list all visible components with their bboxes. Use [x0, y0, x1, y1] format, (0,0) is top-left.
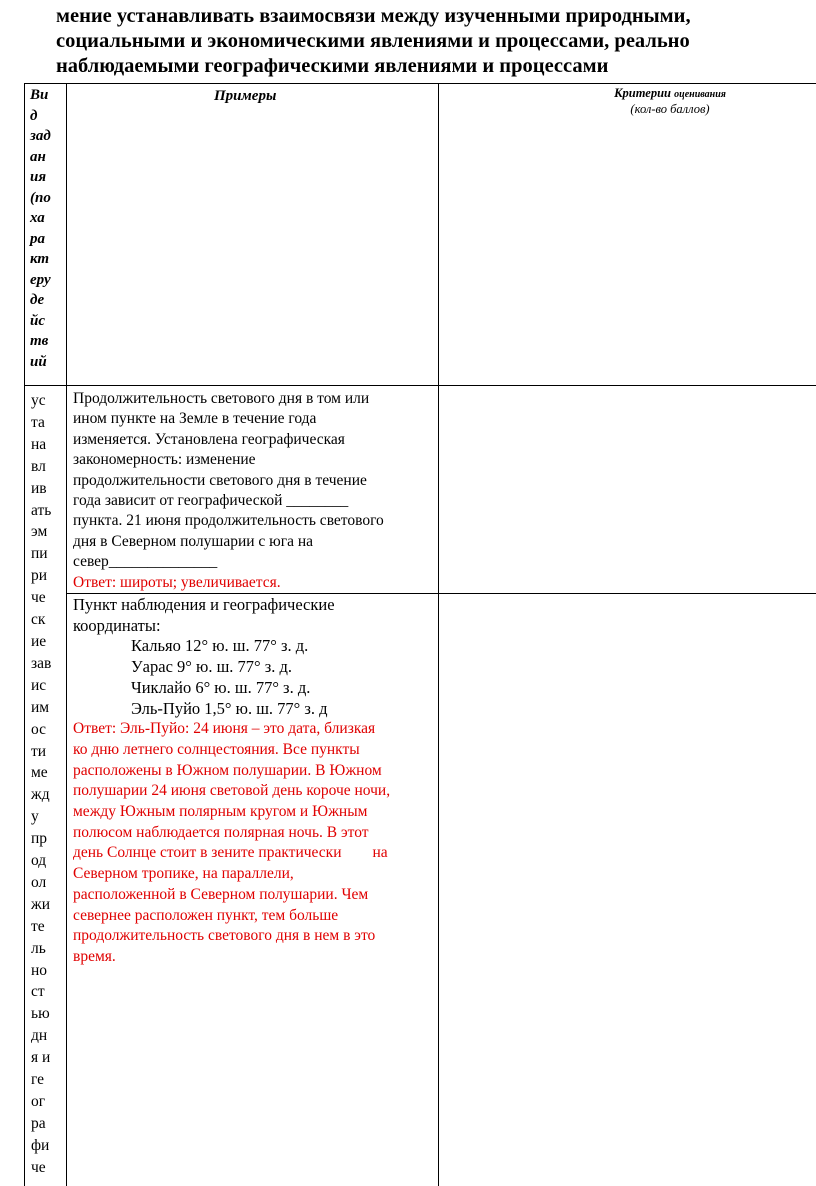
col1-body-line: ос — [31, 720, 47, 738]
example-2-answer-line: расположенной в Северном полушарии. Чем — [73, 885, 369, 903]
col1-body-line: ме — [31, 764, 48, 782]
col1-body-line: те — [31, 917, 45, 935]
table-col-divider-1 — [66, 83, 67, 1186]
col1-header-line: ра — [30, 230, 45, 247]
example-1-line: дня в Северном полушарии с юга на — [73, 532, 314, 550]
example-2-intro-line: координаты: — [73, 615, 161, 635]
col1-header-line: кт — [30, 251, 50, 267]
col1-header-line: (по — [30, 189, 51, 206]
example-2-answer-line: расположены в Южном полушарии. В Южном — [73, 761, 382, 779]
example-cell-2 — [73, 595, 443, 968]
col2-header: Примеры — [214, 88, 277, 104]
col1-body-line: я и — [31, 1049, 51, 1067]
col1-body-line: ге — [31, 1071, 45, 1089]
table-row-divider-1 — [24, 385, 816, 386]
col1-body-line: ол — [31, 873, 47, 891]
col1-header-line: д — [30, 107, 38, 124]
col3-header — [545, 86, 795, 117]
example-2-answer-line: время. — [73, 947, 116, 965]
example-1-line: Продолжительность светового дня в том или — [73, 390, 370, 407]
col1-body-line: дн — [31, 1027, 48, 1045]
col1-header-line: де — [30, 292, 45, 308]
example-1-line: ином пункте на Земле в течение года — [73, 410, 317, 428]
col1-body-line: ие — [31, 632, 47, 650]
col1-body-line: пр — [31, 830, 48, 848]
example-2-answer-line: Ответ: Эль-Пуйо: 24 июня – это дата, близкая — [73, 720, 376, 738]
col1-header-line: тв — [30, 333, 49, 349]
example-1-line: изменяется. Установлена географическая — [73, 430, 345, 448]
observation-point: Эль-Пуйо 1,5° ю. ш. 77° з. д — [131, 698, 328, 718]
col1-body-line: ра — [31, 1114, 46, 1132]
col1-body — [31, 390, 65, 1179]
col1-body-line: ать — [31, 501, 52, 519]
table-row-divider-2 — [66, 593, 816, 594]
example-2-answer-line: день Солнце стоит в зените практически на — [73, 844, 388, 862]
example-2-answer-line: Северном тропике, на параллели, — [73, 865, 294, 883]
table-border-left — [24, 83, 25, 1186]
col3-header-word1: Критерии — [614, 86, 672, 100]
col1-header-line: Ви — [30, 87, 49, 103]
col1-header-line: ия — [30, 169, 47, 185]
observation-point: Чиклайо 6° ю. ш. 77° з. д. — [131, 677, 311, 697]
col1-body-line: зав — [31, 654, 52, 672]
heading-line-3: наблюдаемыми географическими явлениями и процессами — [56, 55, 609, 77]
observation-point: Уарас 9° ю. ш. 77° з. д. — [131, 657, 293, 677]
example-1-line: север______________ — [73, 553, 218, 571]
col1-header-line: зад — [30, 128, 51, 144]
col1-body-line: ст — [31, 983, 45, 1001]
col1-body-line: ус — [31, 392, 46, 409]
col1-body-line: вл — [31, 457, 46, 475]
col1-body-line: че — [31, 1158, 46, 1176]
example-2-answer-line: ко дню летнего солнцестояния. Все пункты — [73, 740, 360, 758]
col3-header-word2: оценивания — [674, 89, 726, 100]
example-1-line: продолжительности светового дня в течение — [73, 471, 367, 489]
heading-line-1: мение устанавливать взаимосвязи между изученными природными, — [56, 5, 691, 27]
table-border-top — [24, 83, 816, 84]
col1-header-line: йс — [30, 312, 45, 329]
col1-header-line: ий — [30, 353, 47, 370]
example-2-answer-line: полюсом наблюдается полярная ночь. В этот — [73, 823, 369, 841]
col1-body-line: ль — [31, 939, 46, 957]
col1-body-line: ис — [31, 676, 47, 694]
col1-body-line: ог — [31, 1093, 46, 1110]
example-1-answer: Ответ: широты; увеличивается. — [73, 573, 281, 591]
col1-body-line: пи — [31, 545, 48, 563]
col1-body-line: но — [31, 961, 48, 979]
col1-body-line: че — [31, 589, 46, 607]
example-2-answer-line: полушарии 24 июня световой день короче ночи, — [73, 782, 391, 800]
heading-line-2: социальными и экономическими явлениями и процессами, реально — [56, 30, 690, 52]
col1-header-line: еру — [30, 271, 51, 288]
col1-body-line: ив — [31, 479, 47, 497]
col1-body-line: эм — [31, 523, 48, 541]
observation-point: Кальяо 12° ю. ш. 77° з. д. — [131, 636, 309, 656]
example-1-line: закономерность: изменение — [73, 451, 256, 469]
col1-body-line: та — [31, 413, 45, 431]
example-2-answer-line: севернее расположен пункт, тем больше — [73, 906, 339, 924]
example-cell-1 — [73, 389, 435, 593]
col1-body-line: у — [31, 808, 39, 826]
col3-header-line2: (кол-во баллов) — [630, 102, 710, 116]
example-1-line: года зависит от географической ________ — [73, 492, 349, 510]
col1-header-line: ан — [30, 148, 46, 165]
col1-body-line: од — [31, 852, 47, 870]
col1-body-line: жи — [31, 895, 51, 913]
col1-body-line: на — [31, 435, 47, 453]
col1-body-line: фи — [31, 1136, 50, 1154]
col1-header — [30, 85, 62, 372]
col1-body-line: им — [31, 698, 50, 716]
col1-body-line: ью — [31, 1005, 50, 1023]
col1-header-line: ха — [30, 210, 45, 226]
example-2-answer-line: продолжительность светового дня в нем в это — [73, 927, 376, 945]
col1-body-line: ти — [31, 742, 47, 760]
example-2-answer-line: между Южным полярным кругом и Южным — [73, 803, 368, 821]
col1-body-line: жд — [31, 786, 50, 804]
col1-body-line: ск — [31, 611, 46, 629]
example-1-line: пункта. 21 июня продолжительность светового — [73, 512, 384, 530]
col1-body-line: ри — [31, 567, 48, 585]
example-2-intro-line: Пункт наблюдения и географические — [73, 595, 335, 614]
